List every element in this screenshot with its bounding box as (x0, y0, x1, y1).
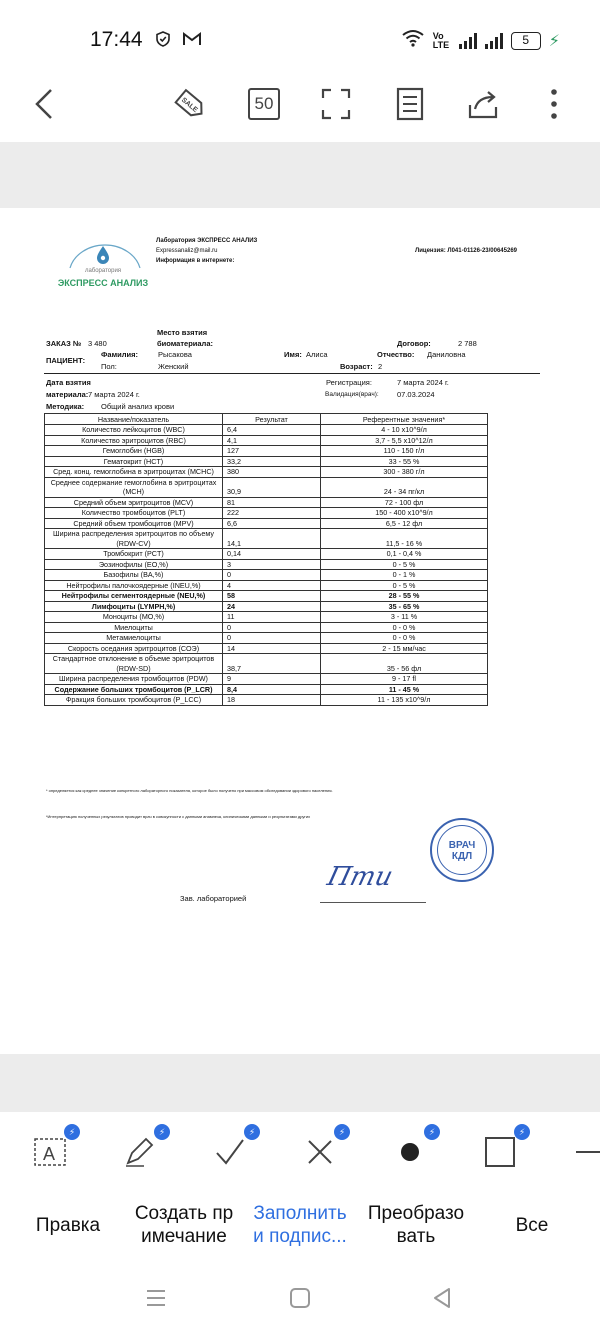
edit-label: Правка (35, 1215, 101, 1236)
row-result: 11 (223, 612, 321, 623)
row-result: 8,4 (223, 684, 321, 695)
date-label-1: Дата взятия (46, 378, 91, 387)
shield-icon (154, 30, 172, 53)
row-parameter: Базофилы (BA,%) (45, 570, 223, 581)
valid-label: Валидация(врач): (325, 391, 379, 398)
table-row (45, 654, 488, 674)
status-bar (0, 0, 600, 80)
share-icon[interactable] (464, 84, 504, 124)
footnote: * определяется как среднее значение конкретного лабораторного показателя, которое было получено при массовом обследовании здорового населения. (46, 788, 333, 793)
convert-button[interactable] (362, 1202, 470, 1248)
surname-value: Рысакова (158, 350, 192, 359)
table-row (45, 612, 488, 623)
table-row (45, 559, 488, 570)
name-label: Имя: (284, 350, 302, 359)
surname-label: Фамилия: (101, 350, 138, 359)
row-reference: 33 - 55 % (321, 456, 488, 467)
document-viewer[interactable] (0, 142, 600, 1112)
top-toolbar (0, 80, 600, 142)
row-reference: 0,1 - 0,4 % (321, 549, 488, 560)
premium-badge-icon: ⚡ (514, 1124, 530, 1140)
contract-number: 2 788 (458, 339, 477, 348)
table-row (45, 684, 488, 695)
row-result: 6,6 (223, 518, 321, 529)
stamp-line-1: ВРАЧ (448, 840, 476, 851)
dot-tool[interactable] (388, 1127, 436, 1174)
method-value: Общий анализ крови (101, 402, 175, 411)
row-parameter: Гемоглобин (HGB) (45, 446, 223, 457)
charging-icon: ⚡ (548, 32, 560, 50)
all-label: Все (515, 1215, 549, 1236)
row-reference: 11 - 135 x10^9/л (321, 695, 488, 706)
signal-icon (459, 33, 477, 49)
annotation-tools (0, 1112, 600, 1190)
premium-badge-icon: ⚡ (64, 1124, 80, 1140)
all-tools-button[interactable] (506, 1214, 558, 1237)
row-parameter: Скорость оседания эритроцитов (СОЭ) (45, 643, 223, 654)
logo-small-text: лаборатория (84, 268, 122, 274)
row-reference: 110 - 150 г/л (321, 446, 488, 457)
date-label-2: материала: (46, 390, 89, 399)
pen-tool[interactable] (118, 1127, 166, 1174)
age-value: 2 (378, 362, 383, 371)
table-row (45, 497, 488, 508)
logo-title: ЭКСПРЕСС АНАЛИЗ (57, 278, 149, 288)
row-parameter: Содержание больших тромбоцитов (P_LCR) (45, 684, 223, 695)
row-parameter: Моноциты (MO,%) (45, 612, 223, 623)
row-reference: 72 - 100 фл (321, 497, 488, 508)
premium-badge-icon: ⚡ (154, 1124, 170, 1140)
row-result: 380 (223, 467, 321, 478)
signature: Пти (324, 862, 396, 892)
action-bar (0, 1190, 600, 1270)
fill-and-sign-button[interactable] (246, 1202, 354, 1248)
row-result: 9 (223, 674, 321, 685)
row-reference: 35 - 65 % (321, 601, 488, 612)
lab-logo (50, 234, 156, 294)
stamp-line-2: КДЛ (451, 851, 473, 862)
table-row (45, 622, 488, 633)
row-result: 0 (223, 570, 321, 581)
table-row (45, 518, 488, 529)
row-result: 4 (223, 580, 321, 591)
row-parameter: Количество тромбоцитов (PLT) (45, 508, 223, 519)
table-row (45, 601, 488, 612)
checkmark-tool[interactable] (208, 1127, 256, 1174)
row-reference: 4 - 10 x10^9/л (321, 425, 488, 436)
rectangle-tool[interactable] (478, 1127, 526, 1174)
valid-date: 07.03.2024 (397, 390, 435, 399)
nav-back-icon[interactable] (430, 1286, 454, 1310)
table-row (45, 435, 488, 446)
table-row (45, 695, 488, 706)
row-reference: 11 - 45 % (321, 684, 488, 695)
cross-tool[interactable] (298, 1127, 346, 1174)
row-parameter: Лимфоциты (LYMPH,%) (45, 601, 223, 612)
header-name: Название/показатель (45, 414, 223, 425)
row-reference: 28 - 55 % (321, 591, 488, 602)
row-reference: 0 - 5 % (321, 559, 488, 570)
row-result: 0 (223, 622, 321, 633)
method-label: Методика: (46, 402, 85, 411)
row-reference: 150 - 400 x10^9/л (321, 508, 488, 519)
text-box-tool[interactable] (28, 1127, 76, 1174)
row-parameter: Ширина распределения тромбоцитов (PDW) (45, 674, 223, 685)
row-reference: 300 - 380 г/л (321, 467, 488, 478)
signature-line (320, 902, 426, 903)
volte-label: Vo LTE (432, 30, 450, 50)
row-result: 33,2 (223, 456, 321, 467)
table-row (45, 446, 488, 457)
table-row (45, 529, 488, 549)
premium-badge-icon: ⚡ (244, 1124, 260, 1140)
contract-label: Договор: (397, 339, 431, 348)
order-number: 3 480 (88, 339, 107, 348)
more-menu-icon[interactable] (542, 84, 566, 124)
row-reference: 35 - 56 фл (321, 654, 488, 674)
row-parameter: Средний объем тромбоцитов (MPV) (45, 518, 223, 529)
create-note-label-2: имечание (141, 1226, 227, 1247)
table-row (45, 549, 488, 560)
create-note-button[interactable] (128, 1202, 240, 1248)
line-tool[interactable] (568, 1130, 600, 1174)
results-table (44, 413, 488, 706)
row-reference: 3,7 - 5,5 x10^12/л (321, 435, 488, 446)
row-parameter: Нейтрофилы сегментоядерные (NEU,%) (45, 591, 223, 602)
gmail-icon (182, 30, 202, 53)
row-parameter: Количество эритроцитов (RBC) (45, 435, 223, 446)
premium-badge-icon: ⚡ (334, 1124, 350, 1140)
edit-button[interactable] (30, 1214, 106, 1237)
table-row (45, 477, 488, 497)
doctor-stamp (430, 818, 494, 882)
row-parameter: Сред. конц. гемоглобина в эритроцитах (MCHC) (45, 467, 223, 478)
row-parameter: Стандартное отклонение в объеме эритроцитов (RDW-SD) (45, 654, 223, 674)
premium-badge-icon: ⚡ (424, 1124, 440, 1140)
row-reference: 0 - 0 % (321, 633, 488, 644)
row-result: 6,4 (223, 425, 321, 436)
svg-text:SALE: SALE (179, 96, 199, 115)
table-row (45, 643, 488, 654)
row-parameter: Эозинофилы (ЕО,%) (45, 559, 223, 570)
reg-date: 7 марта 2024 г. (397, 378, 449, 387)
row-reference: 11,5 - 16 % (321, 529, 488, 549)
row-result: 30,9 (223, 477, 321, 497)
row-reference: 2 - 15 мм/час (321, 643, 488, 654)
order-label: ЗАКАЗ № (46, 339, 82, 348)
place-label-2: биоматериала: (157, 339, 213, 348)
row-result: 58 (223, 591, 321, 602)
row-reference: 0 - 1 % (321, 570, 488, 581)
table-row (45, 425, 488, 436)
system-nav-bar (0, 1270, 600, 1332)
convert-label-2: вать (396, 1226, 436, 1247)
row-parameter: Среднее содержание гемоглобина в эритроцитах (MCH) (45, 477, 223, 497)
svg-text:A: A (43, 1144, 56, 1164)
patronymic-value: Даниловна (427, 350, 466, 359)
row-result: 3 (223, 559, 321, 570)
lab-license: Лицензия: Л041-01126-23/00645269 (415, 248, 517, 254)
table-row (45, 456, 488, 467)
row-parameter: Фракция больших тромбоцитов (P_LCC) (45, 695, 223, 706)
table-row (45, 467, 488, 478)
page-count-button[interactable] (246, 84, 282, 124)
signal-icon-2 (485, 33, 503, 49)
lab-internet: Информация в интернете: (156, 258, 235, 264)
results-header-row (45, 414, 488, 425)
row-result: 18 (223, 695, 321, 706)
row-result: 0,14 (223, 549, 321, 560)
table-row (45, 580, 488, 591)
lab-name: Лаборатория ЭКСПРЕСС АНАЛИЗ (156, 238, 258, 244)
recent-apps-icon[interactable] (144, 1286, 168, 1310)
convert-label-1: Преобразо (367, 1203, 465, 1224)
row-reference: 3 - 11 % (321, 612, 488, 623)
place-label-1: Место взятия (157, 328, 208, 337)
sale-icon[interactable] (168, 84, 212, 124)
lab-email: Expressanaliz@mail.ru (156, 248, 218, 254)
back-button[interactable] (26, 84, 62, 124)
status-right (401, 29, 560, 52)
page-count: 50 (248, 88, 280, 120)
row-result: 24 (223, 601, 321, 612)
row-result: 81 (223, 497, 321, 508)
row-reference: 9 - 17 fl (321, 674, 488, 685)
document-page (0, 208, 600, 1054)
row-result: 222 (223, 508, 321, 519)
row-result: 14,1 (223, 529, 321, 549)
row-result: 127 (223, 446, 321, 457)
row-parameter: Гематокрит (HCT) (45, 456, 223, 467)
reading-mode-icon[interactable] (392, 84, 428, 124)
row-reference: 0 - 5 % (321, 580, 488, 591)
row-result: 38,7 (223, 654, 321, 674)
name-value: Алиса (306, 350, 328, 359)
row-result: 0 (223, 633, 321, 644)
row-parameter: Метамиелоциты (45, 633, 223, 644)
row-reference: 24 - 34 пг/кл (321, 477, 488, 497)
table-row (45, 633, 488, 644)
fill-label-2: и подпис... (253, 1226, 347, 1247)
reg-label: Регистрация: (326, 378, 372, 387)
row-parameter: Ширина распределения эритроцитов по объему (RDW-CV) (45, 529, 223, 549)
sex-value: Женский (158, 362, 189, 371)
row-reference: 0 - 0 % (321, 622, 488, 633)
patronymic-label: Отчество: (377, 350, 415, 359)
results-body (45, 425, 488, 706)
create-note-label-1: Создать пр (134, 1203, 234, 1224)
collection-date: 7 марта 2024 г. (88, 390, 140, 399)
header-result: Результат (223, 414, 321, 425)
status-time: 17:44 (90, 28, 143, 51)
row-parameter: Миелоциты (45, 622, 223, 633)
interpretation-note: *Интерпретацию полученных результатов проводит врач в совокупности с данными анамнеза, клиническими данными и результатами других (46, 814, 311, 819)
patient-label: ПАЦИЕНТ: (46, 356, 86, 365)
table-row (45, 508, 488, 519)
row-parameter: Тромбокрит (PCT) (45, 549, 223, 560)
head-of-lab-label: Зав. лабораторией (180, 894, 247, 903)
row-parameter: Нейтрофилы палочкоядерные (INEU,%) (45, 580, 223, 591)
row-result: 4,1 (223, 435, 321, 446)
fullscreen-icon[interactable] (318, 84, 354, 124)
wifi-icon (401, 29, 425, 52)
age-label: Возраст: (340, 362, 373, 371)
battery-icon: 5 (511, 32, 541, 50)
row-result: 14 (223, 643, 321, 654)
row-parameter: Средний объем эритроцитов (MCV) (45, 497, 223, 508)
table-row (45, 674, 488, 685)
row-reference: 6,5 - 12 фл (321, 518, 488, 529)
table-row (45, 591, 488, 602)
header-rule (44, 373, 540, 374)
fill-label-1: Заполнить (253, 1203, 347, 1224)
table-row (45, 570, 488, 581)
header-reference: Референтные значения* (321, 414, 488, 425)
sex-label: Пол: (101, 362, 117, 371)
home-icon[interactable] (288, 1286, 312, 1310)
row-parameter: Количество лейкоцитов (WBC) (45, 425, 223, 436)
